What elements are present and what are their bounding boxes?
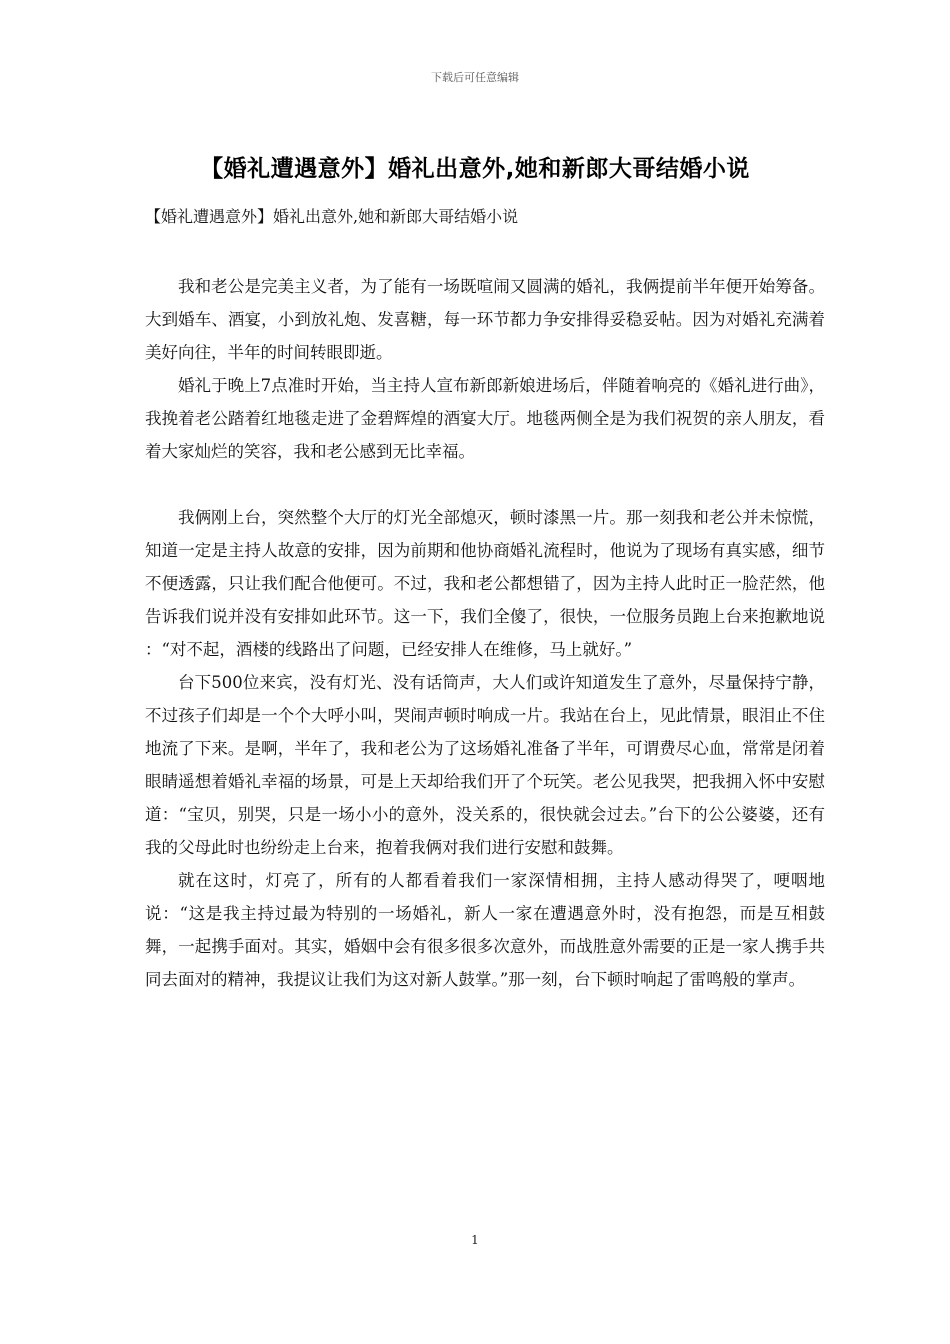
- paragraph: 我俩刚上台，突然整个大厅的灯光全部熄灭，顿时漆黑一片。那一刻我和老公并未惊慌，知道一定是主持人故意的安排，因为前期和他协商婚礼流程时，他说为了现场有真实感，细节不便透露，只让我们配合他便可。不过，我和老公都想错了，因为主持人此时正一脸茫然，他告诉我们说并没有安排如此环节。这一下，我们全傻了，很快，一位服务员跑上台来抱歉地说 ：“对不起，酒楼的线路出了问题，已经安排人在维修，马上就好。”: [145, 508, 825, 659]
- page-number: 1: [471, 1233, 479, 1247]
- document-body: [145, 270, 825, 996]
- header-note: 下载后可任意编辑: [431, 71, 519, 84]
- document-subtitle: 【婚礼遭遇意外】婚礼出意外,她和新郎大哥结婚小说: [145, 207, 519, 226]
- document-title: 【婚礼遭遇意外】婚礼出意外,她和新郎大哥结婚小说: [200, 156, 750, 182]
- paragraph: 台下500位来宾，没有灯光、没有话筒声，大人们或许知道发生了意外，尽量保持宁静，不过孩子们却是一个个大呼小叫，哭闹声顿时响成一片。我站在台上，见此情景，眼泪止不住地流了下来。是啊，半年了，我和老公为了这场婚礼准备了半年，可谓费尽心血，常常是闭着眼睛遥想着婚礼幸福的场景，可是上天却给我们开了个玩笑。老公见我哭，把我拥入怀中安慰道：“宝贝，别哭，只是一场小小的意外，没关系的，很快就会过去。”台下的公公婆婆，还有我的父母此时也纷纷走上台来，抱着我俩对我们进行安慰和鼓舞。: [145, 673, 825, 857]
- paragraph: 婚礼于晚上7点准时开始，当主持人宣布新郎新娘进场后，伴随着响亮的《婚礼进行曲》，我挽着老公踏着红地毯走进了金碧辉煌的酒宴大厅。地毯两侧全是为我们祝贺的亲人朋友，看着大家灿烂的笑容，我和老公感到无比幸福。: [145, 376, 825, 461]
- paragraph: 我和老公是完美主义者，为了能有一场既喧闹又圆满的婚礼，我俩提前半年便开始筹备。大到婚车、酒宴，小到放礼炮、发喜糖，每一环节都力争安排得妥稳妥帖。因为对婚礼充满着美好向往，半年的时间转眼即逝。: [145, 277, 825, 362]
- paragraph: 就在这时，灯亮了，所有的人都看着我们一家深情相拥，主持人感动得哭了，哽咽地说：“这是我主持过最为特别的一场婚礼，新人一家在遭遇意外时，没有抱怨，而是互相鼓舞，一起携手面对。其实，婚姻中会有很多很多次意外，而战胜意外需要的正是一家人携手共同去面对的精神，我提议让我们为这对新人鼓掌。”那一刻，台下顿时响起了雷鸣般的掌声。: [145, 871, 825, 989]
